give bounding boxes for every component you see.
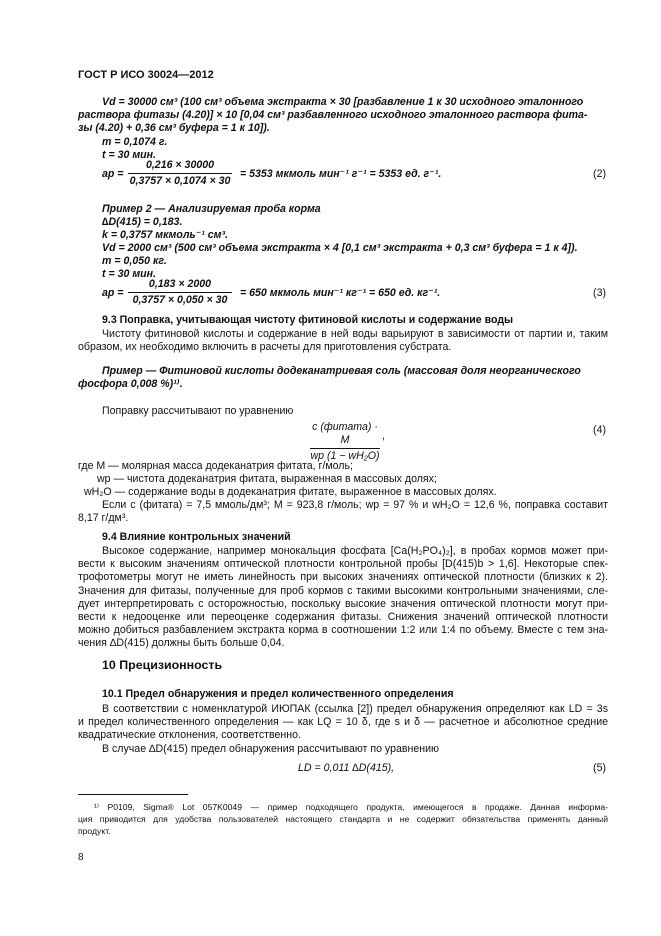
where-line-3: wH₂O — содержание воды в додеканатрия фитате, выраженное в массовых долях.	[84, 486, 497, 498]
section-10-heading: 10 Прецизионность	[102, 658, 223, 672]
paragraph-line: 8,17 г/дм³.	[78, 512, 129, 525]
paragraph-line: Значения для фитазы, полученные для проб кормов с такими высокими контрольными значениями, сле-	[78, 584, 608, 597]
section-9-3-example-line-1: Пример — Фитиновой кислоты додеканатриевая соль (массовая доля неорганического	[102, 365, 581, 377]
paragraph-line: можно добиться разбавлением экстракта корма в соотношении 1:2 или 1:4 по объему. Вместе с тем зна-	[78, 624, 608, 637]
ex1-vd-line-1: Vd = 30000 см³ (100 см³ объема экстракта × 30 [разбавление 1 к 30 исходного эталонного	[102, 96, 584, 108]
correction-fraction	[310, 421, 380, 464]
footnote-line: ция приводится для удобства пользователей настоящего стандарта и не содержит обязательства применять данный	[78, 814, 608, 824]
paragraph-line: вести к недооценке или переоценке содержания фитазы. Снижения значений оптической плотности	[78, 611, 608, 624]
paragraph-line: образом, их необходимо включить в расчеты для приготовления субстрата.	[78, 341, 452, 354]
ex2-title: Пример 2 — Анализируемая проба корма	[102, 203, 321, 215]
ex1-ap-denominator: 0,3757 × 0,1074 × 30	[129, 175, 231, 188]
ex2-ap-numerator: 0,183 × 2000	[148, 278, 212, 290]
footnote-line: продукт.	[78, 826, 111, 836]
footnote-line: ¹⁾ P0109, Sigma® Lot 057K0049 — пример подходящего продукта, имеющегося в продаже. Данная информа-	[94, 802, 608, 812]
eq-number-2: (2)	[593, 168, 606, 180]
ex1-ap-numerator: 0,216 × 30000	[145, 159, 215, 171]
section-9-3-heading: 9.3 Поправка, учитывающая чистоту фитиновой кислоты и содержание воды	[102, 314, 514, 326]
ex1-ap-fraction	[128, 159, 232, 188]
paragraph-line: Чистоту фитиновой кислоты и содержание в ней воды варьируют в зависимости от партии и, таким	[102, 328, 608, 340]
eq-number-5: (5)	[593, 762, 606, 774]
ex1-m: m = 0,1074 г.	[102, 136, 168, 148]
ex2-t: t = 30 мин.	[102, 268, 156, 280]
section-9-3-paragraph	[78, 328, 608, 354]
section-10-1-heading: 10.1 Предел обнаружения и предел количественного определения	[102, 688, 454, 700]
ex2-dd: ∆D(415) = 0,183.	[102, 216, 183, 228]
ex2-ap-rhs: = 650 мкмоль мин⁻¹ кг⁻¹ = 650 ед. кг⁻¹.	[240, 287, 441, 299]
doc-header: ГОСТ Р ИСО 30024—2012	[78, 69, 214, 81]
detection-limit-equation: LD = 0,011 ∆D(415),	[298, 762, 395, 774]
correction-comma: ,	[382, 430, 385, 442]
section-10-1-paragraph	[78, 703, 608, 743]
where-line-2: wp — чистота додеканатрия фитата, выраженная в массовых долях;	[97, 473, 437, 485]
paragraph-line: дует интерпретировать с осторожностью, поскольку высокие значения оптической плотности могут при-	[78, 597, 608, 610]
ex1-ap-lhs: ap =	[102, 168, 124, 180]
correction-numerator: с (фитата) · M	[312, 421, 378, 447]
paragraph-line: Если с (фитата) = 7,5 ммоль/дм³; M = 923,8 г/моль; wp = 97 % и wH₂O = 12,6 %, поправка составит	[102, 499, 608, 511]
detection-case-line: В случае ∆D(415) предел обнаружения рассчитывают по уравнению	[102, 743, 439, 755]
correction-intro: Поправку рассчитывают по уравнению	[102, 405, 294, 417]
paragraph-line: чения ∆D(415) должны быть больше 0,04.	[78, 637, 285, 650]
paragraph-line: В соответствии с номенклатурой ИЮПАК (ссылка [2]) предел обнаружения определяют как LD = 3s	[102, 703, 608, 715]
ex1-t: t = 30 мин.	[102, 149, 156, 161]
ex2-k: k = 0,3757 мкмоль⁻¹ см³.	[102, 229, 228, 241]
ex2-ap-denominator: 0,3757 × 0,050 × 30	[132, 294, 228, 307]
paragraph-line: и предел количественного определения — как LQ = 10 δ, где s и δ — расчетное и абсолютное средние	[78, 716, 608, 729]
ex1-vd-line-2: раствора фитазы (4.20)] × 10 [0,04 см³ разбавленного исходного эталонного раствора фита-	[78, 109, 588, 121]
if-paragraph	[78, 499, 608, 525]
paragraph-line: вести к высоким значениям оптической плотности контрольной пробы [D(415)b > 1,6]. Некоторые спек-	[78, 558, 608, 571]
ex1-ap-rhs: = 5353 мкмоль мин⁻¹ г⁻¹ = 5353 ед. г⁻¹.	[240, 168, 442, 180]
paragraph-line: трофотометры могут не иметь линейность при высоких значениях оптической плотности (близких к 2).	[78, 571, 608, 584]
section-9-4-heading: 9.4 Влияние контрольных значений	[102, 531, 291, 543]
ex2-m: m = 0,050 кг.	[102, 255, 167, 267]
footnote	[78, 801, 608, 837]
where-line-1: где M — молярная масса додеканатрия фитата, г/моль;	[78, 460, 353, 472]
correction-denominator: wp (1 − wH₂O)	[310, 450, 380, 463]
paragraph-line: Высокое содержание, например монокальция фосфата [Ca(H₂PO₄)₂], в пробах кормов может при-	[102, 545, 608, 557]
paragraph-line: квадратические отклонения, соответственно.	[78, 729, 301, 742]
section-9-4-paragraph	[78, 545, 608, 651]
eq-number-4: (4)	[593, 424, 606, 436]
ex2-vd: Vd = 2000 см³ (500 см³ объема экстракта × 4 [0,1 см³ экстракта + 0,3 см³ буфера = 1 к 4]).	[102, 242, 578, 254]
section-9-3-example-line-2: фосфора 0,008 %)¹⁾.	[78, 378, 183, 390]
ex2-ap-lhs: ap =	[102, 287, 124, 299]
page-number: 8	[78, 852, 84, 863]
ex1-vd-line-3: зы (4.20) + 0,36 см³ буфера = 1 к 10]).	[78, 122, 270, 134]
eq-number-3: (3)	[593, 287, 606, 299]
ex2-ap-fraction	[128, 278, 232, 307]
footnote-rule	[78, 794, 188, 795]
